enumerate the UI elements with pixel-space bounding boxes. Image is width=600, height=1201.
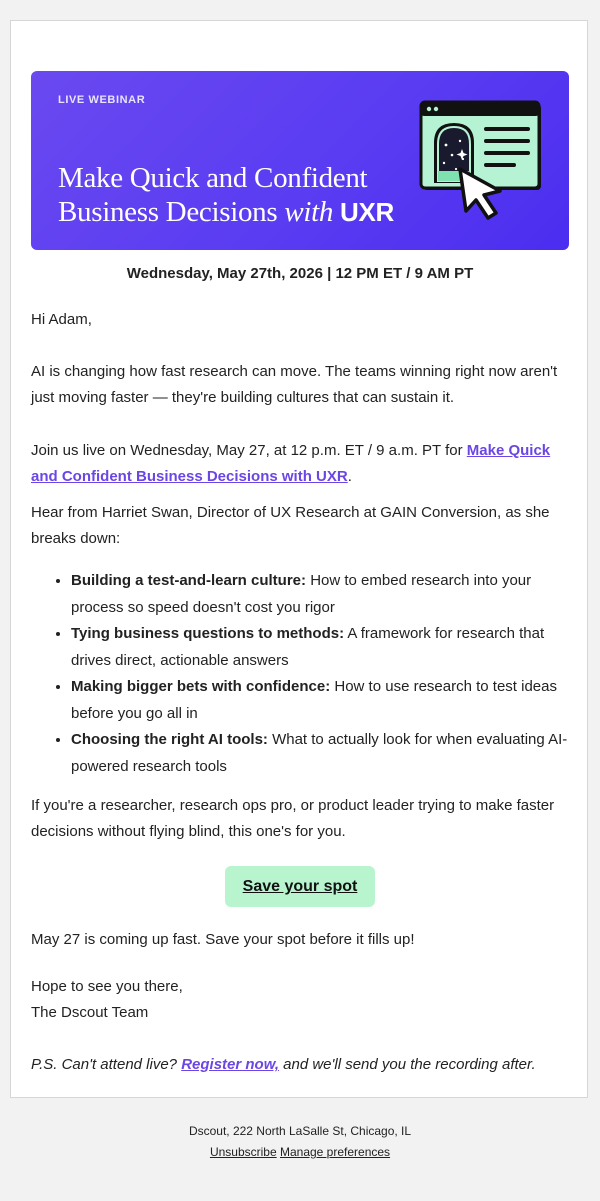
- email-footer: [0, 1121, 600, 1163]
- ps-suffix: and we'll send you the recording after.: [278, 1056, 536, 1073]
- footer-address: Dscout, 222 North LaSalle St, Chicago, IL: [188, 1124, 412, 1138]
- event-datetime: Wednesday, May 27th, 2026 | 12 PM ET / 9 AM PT: [126, 265, 474, 282]
- webinar-banner[interactable]: [31, 71, 569, 250]
- headline-uxr: UXR: [333, 197, 394, 227]
- headline-main: Make Quick and Confident Business Decisions: [58, 162, 368, 228]
- signoff: [31, 974, 571, 1026]
- point-text: What to actually look for when evaluating AI-powered research tools: [71, 731, 568, 775]
- intro-paragraph: AI is changing how fast research can move. The teams winning right now aren't just moving faster — they're building cultures that can sustain it.: [31, 363, 558, 406]
- ps-prefix: P.S. Can't attend live?: [31, 1056, 182, 1073]
- point-text: How to use research to test ideas before you go all in: [71, 678, 557, 722]
- list-item: [71, 568, 571, 621]
- point-title: Building a test-and-learn culture:: [71, 572, 307, 589]
- list-item: [71, 727, 571, 780]
- audience-paragraph: If you're a researcher, research ops pro, or product leader trying to make faster decisions without flying blind, this one's for you.: [31, 797, 555, 840]
- ps-paragraph: [31, 1052, 571, 1078]
- point-text: A framework for research that drives direct, actionable answers: [71, 625, 545, 669]
- email-card: [10, 20, 588, 1098]
- headline-with: with: [284, 196, 334, 228]
- register-now-link[interactable]: Register now,: [181, 1056, 279, 1073]
- signoff-line-2: The Dscout Team: [31, 1004, 149, 1021]
- signoff-line-1: Hope to see you there,: [31, 978, 183, 995]
- greeting: Hi Adam,: [31, 311, 92, 328]
- banner-headline: [58, 161, 418, 229]
- point-title: Making bigger bets with confidence:: [71, 678, 331, 695]
- point-title: Choosing the right AI tools:: [71, 731, 268, 748]
- manage-preferences-link[interactable]: Manage preferences: [279, 1145, 391, 1159]
- footer-links: [0, 1142, 600, 1163]
- join-prefix: Join us live on Wednesday, May 27, at 12 p.m. ET / 9 a.m. PT for: [31, 442, 467, 459]
- point-text: How to embed research into your process so speed doesn't cost you rigor: [71, 572, 532, 616]
- unsubscribe-link[interactable]: Unsubscribe: [209, 1145, 277, 1159]
- topic-list: [31, 568, 571, 780]
- list-item: [71, 674, 571, 727]
- join-paragraph: [31, 438, 571, 490]
- urgency-text: May 27 is coming up fast. Save your spot before it fills up!: [31, 931, 415, 948]
- point-title: Tying business questions to methods:: [71, 625, 345, 642]
- banner-eyebrow: LIVE WEBINAR: [58, 94, 146, 106]
- hear-from-paragraph: Hear from Harriet Swan, Director of UX Research at GAIN Conversion, as she breaks down:: [31, 504, 550, 547]
- webinar-title-link[interactable]: Make Quick and Confident Business Decisions with UXR: [31, 442, 551, 485]
- save-your-spot-button[interactable]: Save your spot: [225, 866, 375, 907]
- browser-window-cursor-icon: [416, 95, 546, 225]
- list-item: [71, 621, 571, 674]
- join-suffix: .: [347, 468, 352, 485]
